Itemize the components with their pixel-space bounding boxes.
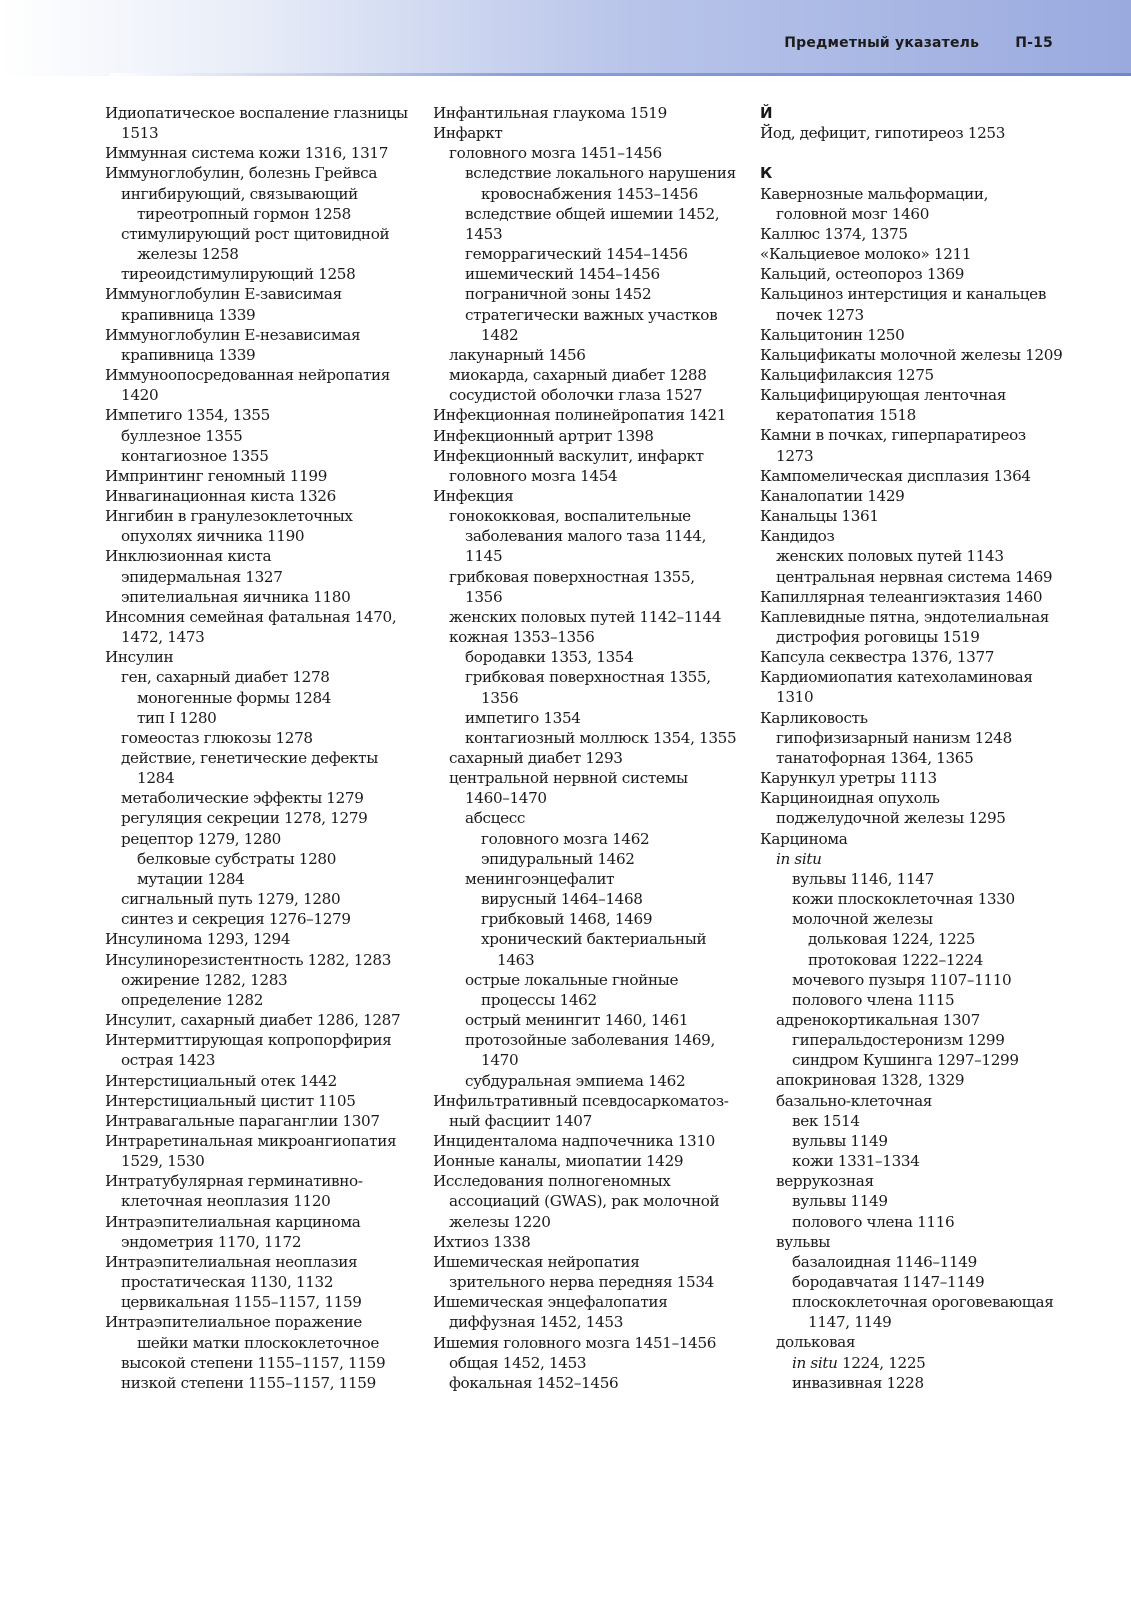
index-subentry: контагиозное 1355: [121, 446, 269, 465]
index-subentry: головного мозга 1462: [481, 829, 650, 848]
index-entry: Карликовость: [760, 708, 868, 727]
index-subentry: синдром Кушинга 1297–1299: [792, 1051, 1019, 1070]
index-subentry: полового члена 1115: [792, 990, 955, 1009]
index-subentry: острая 1423: [121, 1051, 216, 1070]
index-entry: Кампомелическая дисплазия 1364: [760, 466, 1031, 485]
index-entry: Карциноидная опухоль: [760, 789, 940, 808]
index-subentry: мочевого пузыря 1107–1110: [792, 970, 1012, 989]
index-entry: Кальцитонин 1250: [760, 325, 905, 344]
index-subentry: вульвы: [776, 1232, 830, 1251]
index-subentry: ассоциаций (GWAS), рак молочной: [449, 1192, 720, 1211]
index-subentry: рецептор 1279, 1280: [121, 829, 281, 848]
index-entry: Инклюзионная киста: [105, 547, 272, 566]
index-subentry: сигнальный путь 1279, 1280: [121, 890, 341, 909]
index-subentry: геморрагический 1454–1456: [465, 245, 688, 264]
index-subentry: вирусный 1464–1468: [481, 890, 643, 909]
index-entry: Инфекционный васкулит, инфаркт: [433, 446, 704, 465]
index-entry: Инфильтративный псевдосаркоматоз-: [433, 1091, 729, 1110]
index-column-1: [105, 103, 410, 1393]
index-entry: Канальцы 1361: [760, 507, 879, 526]
index-subentry: 1273: [776, 446, 814, 465]
index-entry: Интраэпителиальная неоплазия: [105, 1252, 358, 1271]
index-subentry: зрительного нерва передняя 1534: [449, 1273, 714, 1292]
index-subentry: ный фасциит 1407: [449, 1111, 592, 1130]
section-spacer: [760, 143, 1080, 163]
index-subentry: эпидермальная 1327: [121, 567, 283, 586]
index-entry: Интраэпителиальное поражение: [105, 1313, 362, 1332]
index-entry: Импринтинг геномный 1199: [105, 466, 328, 485]
index-subentry: 1470: [481, 1051, 519, 1070]
index-entry: Капиллярная телеангиэктазия 1460: [760, 587, 1043, 606]
index-subentry: женских половых путей 1143: [776, 547, 1004, 566]
index-entry: Ихтиоз 1338: [433, 1232, 531, 1251]
header-divider: [110, 73, 1131, 76]
index-subentry: 1147, 1149: [808, 1313, 892, 1332]
index-entry: Камни в почках, гиперпаратиреоз: [760, 426, 1026, 445]
index-subentry: кровоснабжения 1453–1456: [481, 184, 698, 203]
index-subentry: эпителиальная яичника 1180: [121, 587, 351, 606]
index-subentry: железы 1220: [449, 1212, 551, 1231]
index-entry: Кальциноз интерстиция и канальцев: [760, 285, 1047, 304]
index-column-3: [760, 103, 1080, 1393]
index-subentry: 1513: [121, 124, 159, 143]
index-subentry: дольковая 1224, 1225: [808, 930, 976, 949]
index-entry: Кальцифицирующая ленточная: [760, 386, 1006, 405]
section-letter: К: [760, 164, 772, 183]
index-subentry: апокриновая 1328, 1329: [776, 1071, 965, 1090]
index-subentry: поджелудочной железы 1295: [776, 809, 1006, 828]
index-subentry: абсцесс: [465, 809, 526, 828]
index-subentry: стимулирующий рост щитовидной: [121, 224, 390, 243]
index-subentry: 1472, 1473: [121, 628, 205, 647]
index-entry: Инфекционная полинейропатия 1421: [433, 406, 727, 425]
index-subentry: стратегически важных участков: [465, 305, 718, 324]
index-subentry: синтез и секреция 1276–1279: [121, 910, 351, 929]
index-subentry: лакунарный 1456: [449, 345, 586, 364]
index-subentry: ингибирующий, связывающий: [121, 184, 358, 203]
index-entry: Ишемия головного мозга 1451–1456: [433, 1333, 717, 1352]
index-subentry: дольковая: [776, 1333, 856, 1352]
index-subentry: кератопатия 1518: [776, 406, 916, 425]
index-subentry: миокарда, сахарный диабет 1288: [449, 366, 707, 385]
index-subentry: диффузная 1452, 1453: [449, 1313, 624, 1332]
index-subentry: головного мозга 1454: [449, 466, 618, 485]
index-subentry: фокальная 1452–1456: [449, 1373, 619, 1392]
index-subentry: тиреотропный гормон 1258: [137, 204, 351, 223]
index-entry: Инвагинационная киста 1326: [105, 486, 336, 505]
index-subentry: 1356: [481, 688, 519, 707]
index-subentry: высокой степени 1155–1157, 1159: [121, 1353, 386, 1372]
index-subentry: 1482: [481, 325, 519, 344]
index-subentry: грибковая поверхностная 1355,: [449, 567, 695, 586]
index-entry: Идиопатическое воспаление глазницы: [105, 104, 408, 122]
index-subentry: 1529, 1530: [121, 1152, 205, 1171]
index-subentry: 1460–1470: [465, 789, 547, 808]
index-subentry: хронический бактериальный: [481, 930, 707, 949]
index-entry: Инфекционный артрит 1398: [433, 426, 654, 445]
index-subentry: женских половых путей 1142–1144: [449, 607, 722, 626]
index-entry: Исследования полногеномных: [433, 1172, 671, 1191]
index-entry: Кардиомиопатия катехоламиновая: [760, 668, 1033, 687]
index-subentry: головной мозг 1460: [776, 204, 930, 223]
index-subentry: импетиго 1354: [465, 708, 581, 727]
index-subentry: дистрофия роговицы 1519: [776, 628, 980, 647]
index-subentry: базально-клеточная: [776, 1091, 933, 1110]
index-subentry: заболевания малого таза 1144,: [465, 527, 707, 546]
index-entry: Каналопатии 1429: [760, 486, 905, 505]
index-subentry: буллезное 1355: [121, 426, 243, 445]
index-entry: Карункул уретры 1113: [760, 769, 937, 788]
index-subentry: кожная 1353–1356: [449, 628, 595, 647]
index-entry: Инциденталома надпочечника 1310: [433, 1131, 715, 1150]
index-subentry: плоскоклеточная ороговевающая: [792, 1293, 1054, 1312]
index-subentry: низкой степени 1155–1157, 1159: [121, 1373, 376, 1392]
index-subentry: in situ 1224, 1225: [792, 1353, 926, 1372]
index-subentry: моногенные формы 1284: [137, 688, 332, 707]
index-entry: Интраретинальная микроангиопатия: [105, 1131, 397, 1150]
index-subentry: процессы 1462: [481, 990, 597, 1009]
index-entry: Инсулин: [105, 648, 174, 667]
index-entry: Ингибин в гранулезоклеточных: [105, 507, 353, 526]
index-entry: Ишемическая нейропатия: [433, 1252, 640, 1271]
index-subentry: бородавчатая 1147–1149: [792, 1273, 985, 1292]
index-entry: Каллюс 1374, 1375: [760, 224, 908, 243]
index-subentry: вследствие локального нарушения: [465, 164, 736, 183]
index-subentry: метаболические эффекты 1279: [121, 789, 364, 808]
page-header: [0, 0, 1131, 76]
running-head: [784, 35, 1053, 51]
index-subentry: белковые субстраты 1280: [137, 849, 337, 868]
index-entry: Ишемическая энцефалопатия: [433, 1293, 668, 1312]
index-subentry: головного мозга 1451–1456: [449, 144, 662, 163]
section-letter: Й: [760, 104, 773, 122]
index-subentry: железы 1258: [137, 245, 239, 264]
index-subentry: крапивница 1339: [121, 345, 256, 364]
running-head-title: Предметный указатель: [784, 35, 980, 51]
index-subentry: гомеостаз глюкозы 1278: [121, 728, 313, 747]
index-entry: Инфантильная глаукома 1519: [433, 104, 667, 122]
index-subentry: пограничной зоны 1452: [465, 285, 652, 304]
index-subentry: полового члена 1116: [792, 1212, 955, 1231]
index-subentry: центральной нервной системы: [449, 769, 688, 788]
index-subentry: менингоэнцефалит: [465, 869, 615, 888]
index-entry: Интраэпителиальная карцинома: [105, 1212, 361, 1231]
index-subentry: вульвы 1149: [792, 1192, 888, 1211]
index-subentry: инвазивная 1228: [792, 1373, 924, 1392]
index-entry: Интравагальные параганглии 1307: [105, 1111, 380, 1130]
index-entry: Инсулит, сахарный диабет 1286, 1287: [105, 1011, 401, 1030]
index-subentry: гипофизизарный нанизм 1248: [776, 728, 1012, 747]
index-subentry: крапивница 1339: [121, 305, 256, 324]
index-subentry: базалоидная 1146–1149: [792, 1252, 977, 1271]
index-subentry: определение 1282: [121, 990, 264, 1009]
index-subentry: 1463: [497, 950, 535, 969]
index-entry: Ионные каналы, миопатии 1429: [433, 1152, 684, 1171]
index-subentry: вследствие общей ишемии 1452,: [465, 204, 720, 223]
index-entry: Инфекция: [433, 486, 514, 505]
index-subentry: вульвы 1146, 1147: [792, 869, 934, 888]
index-subentry: общая 1452, 1453: [449, 1353, 587, 1372]
index-subentry: протоковая 1222–1224: [808, 950, 984, 969]
index-entry: Интерстициальный цистит 1105: [105, 1091, 356, 1110]
index-entry: Каплевидные пятна, эндотелиальная: [760, 607, 1050, 626]
index-subentry: протозойные заболевания 1469,: [465, 1031, 715, 1050]
index-subentry: тип I 1280: [137, 708, 217, 727]
index-entry: Интерстициальный отек 1442: [105, 1071, 337, 1090]
index-subentry: адренокортикальная 1307: [776, 1010, 980, 1029]
index-subentry: центральная нервная система 1469: [776, 567, 1053, 586]
index-subentry: ишемический 1454–1456: [465, 265, 660, 284]
index-subentry: мутации 1284: [137, 869, 245, 888]
index-subentry: действие, генетические дефекты: [121, 749, 378, 767]
index-entry: Кальцификаты молочной железы 1209: [760, 345, 1063, 364]
index-subentry: кожи 1331–1334: [792, 1152, 920, 1171]
index-entry: Инсулинорезистентность 1282, 1283: [105, 950, 392, 969]
index-subentry: век 1514: [792, 1111, 860, 1130]
index-subentry: сахарный диабет 1293: [449, 749, 623, 767]
index-subentry: ген, сахарный диабет 1278: [121, 668, 330, 687]
index-subentry: шейки матки плоскоклеточное: [137, 1333, 379, 1352]
index-entry: Капсула секвестра 1376, 1377: [760, 648, 995, 667]
index-subentry: ожирение 1282, 1283: [121, 970, 288, 989]
index-subentry: веррукозная: [776, 1172, 874, 1191]
index-entry: Йод, дефицит, гипотиреоз 1253: [760, 124, 1006, 143]
index-entry: Кальцифилаксия 1275: [760, 365, 934, 384]
index-subentry: острые локальные гнойные: [465, 970, 679, 989]
index-subentry: гонококковая, воспалительные: [449, 507, 691, 526]
index-entry: Кандидоз: [760, 527, 835, 546]
index-entry: Иммуноглобулин Е-зависимая: [105, 285, 342, 304]
index-entry: Иммуноглобулин Е-независимая: [105, 325, 361, 344]
index-subentry: простатическая 1130, 1132: [121, 1273, 334, 1292]
index-subentry: эпидуральный 1462: [481, 849, 635, 868]
index-subentry: кожи плоскоклеточная 1330: [792, 890, 1015, 909]
index-subentry: гиперальдостеронизм 1299: [792, 1031, 1005, 1050]
index-entry: Инсулинома 1293, 1294: [105, 930, 291, 949]
index-subentry: бородавки 1353, 1354: [465, 648, 634, 667]
index-subentry: эндометрия 1170, 1172: [121, 1232, 302, 1251]
index-entry: Кавернозные мальформации,: [760, 184, 989, 203]
index-entry: Карцинома: [760, 829, 848, 848]
page-number: П-15: [1015, 35, 1053, 51]
index-entry: Инсомния семейная фатальная 1470,: [105, 607, 397, 626]
index-subentry: 1453: [465, 224, 503, 243]
index-subentry: регуляция секреции 1278, 1279: [121, 809, 368, 828]
index-subentry: острый менингит 1460, 1461: [465, 1011, 689, 1030]
index-subentry: молочной железы: [792, 910, 933, 929]
index-subentry: 1310: [776, 688, 814, 707]
index-subentry: тиреоидстимулирующий 1258: [121, 265, 356, 284]
index-entry: Иммунная система кожи 1316, 1317: [105, 144, 389, 163]
index-subentry: грибковый 1468, 1469: [481, 910, 653, 929]
index-subentry: контагиозный моллюск 1354, 1355: [465, 728, 737, 747]
index-entry: Интратубулярная герминативно-: [105, 1172, 363, 1191]
index-subentry: грибковая поверхностная 1355,: [465, 668, 711, 687]
index-subentry: цервикальная 1155–1157, 1159: [121, 1293, 362, 1312]
index-entry: Интермиттирующая копропорфирия: [105, 1031, 392, 1050]
index-subentry: сосудистой оболочки глаза 1527: [449, 386, 703, 405]
index-subentry: 1420: [121, 386, 159, 405]
index-entry: Иммуноглобулин, болезнь Грейвса: [105, 164, 378, 183]
index-subentry: вульвы 1149: [792, 1131, 888, 1150]
index-column-2: [433, 103, 738, 1393]
index-subentry: почек 1273: [776, 305, 864, 324]
index-entry: Кальций, остеопороз 1369: [760, 265, 965, 284]
index-subentry: in situ: [776, 849, 822, 868]
index-subentry: субдуральная эмпиема 1462: [465, 1071, 686, 1090]
index-subentry: 1356: [465, 587, 503, 606]
index-subentry: клеточная неоплазия 1120: [121, 1192, 331, 1211]
index-subentry: танатофорная 1364, 1365: [776, 748, 974, 767]
index-entry: Иммуноопосредованная нейропатия: [105, 366, 391, 385]
index-entry: Инфаркт: [433, 124, 503, 143]
index-entry: «Кальциевое молоко» 1211: [760, 245, 972, 264]
index-subentry: опухолях яичника 1190: [121, 527, 305, 546]
index-entry: Импетиго 1354, 1355: [105, 406, 270, 425]
index-subentry: 1145: [465, 547, 503, 566]
index-subentry: 1284: [137, 769, 175, 788]
